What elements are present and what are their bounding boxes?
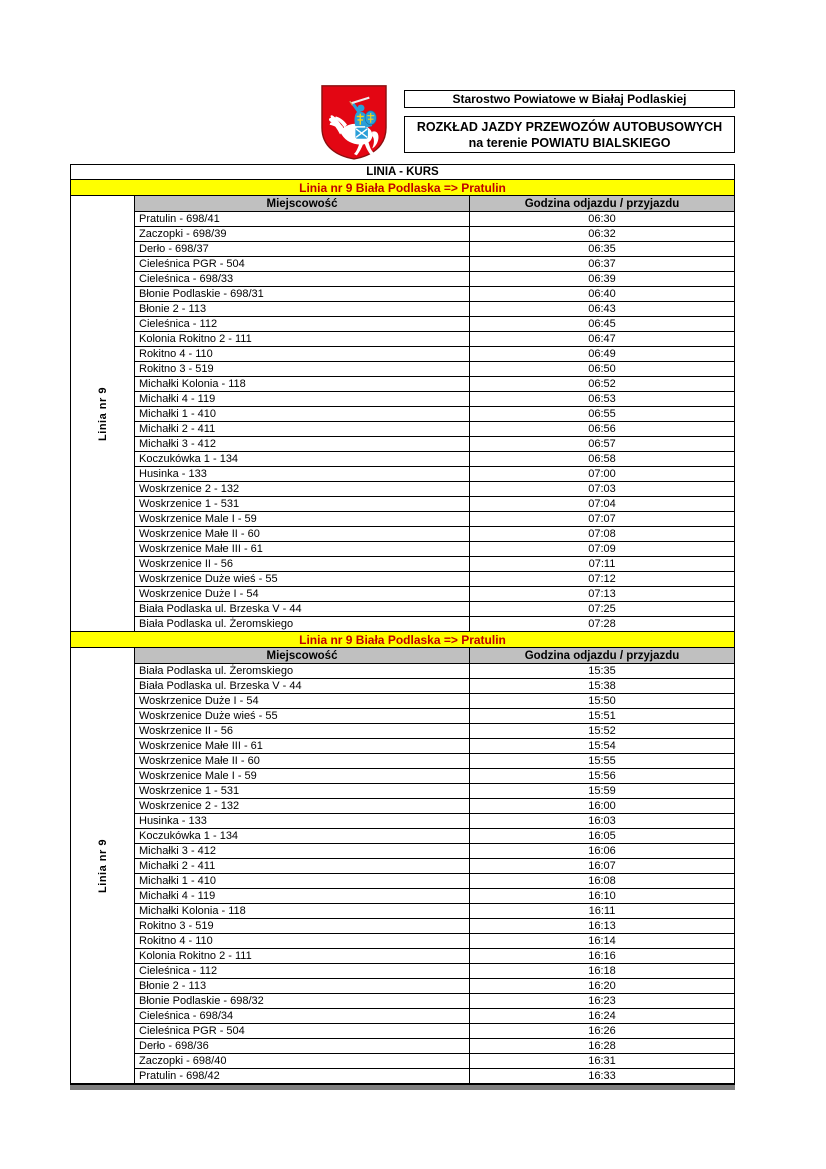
departure-time: 06:58 [588, 453, 616, 465]
table-row [135, 271, 734, 286]
stop-name: Woskrzenice Małe II - 60 [135, 754, 470, 768]
stop-name: Husinka - 133 [135, 814, 470, 828]
departure-time: 07:13 [588, 588, 616, 600]
table-row [135, 541, 734, 556]
table-row [135, 601, 734, 616]
departure-time: 16:07 [588, 860, 616, 872]
stop-name: Cieleśnica - 112 [135, 964, 470, 978]
stop-name: Woskrzenice Male I - 59 [135, 512, 470, 526]
column-header-time: Godzina odjazdu / przyjazdu [524, 649, 680, 662]
departure-time: 06:39 [588, 273, 616, 285]
column-header-row [135, 196, 734, 211]
stop-name: Kolonia Rokitno 2 - 111 [135, 332, 470, 346]
stop-name: Pratulin - 698/42 [135, 1069, 470, 1083]
stop-name: Rokitno 3 - 519 [135, 919, 470, 933]
doc-title-box [404, 116, 735, 153]
table-row [135, 331, 734, 346]
table-row [135, 586, 734, 601]
stop-name: Cieleśnica PGR - 504 [135, 257, 470, 271]
stop-name: Michałki 2 - 411 [135, 422, 470, 436]
stop-name: Błonie Podlaskie - 698/31 [135, 287, 470, 301]
timetable-section-afternoon [70, 648, 735, 1084]
table-row [135, 466, 734, 481]
table-row [135, 1023, 734, 1038]
column-header-place: Miejscowość [135, 196, 470, 211]
table-row [135, 798, 734, 813]
departure-time: 06:52 [588, 378, 616, 390]
table-row [135, 978, 734, 993]
stop-name: Cieleśnica PGR - 504 [135, 1024, 470, 1038]
table-row [135, 1008, 734, 1023]
table-row [135, 421, 734, 436]
table-row [135, 933, 734, 948]
route-banner-afternoon: Linia nr 9 Biała Podlaska => Pratulin [70, 632, 735, 648]
departure-time: 16:18 [588, 965, 616, 977]
line-label-cell [71, 648, 135, 1083]
stop-name: Rokitno 4 - 110 [135, 347, 470, 361]
rows-container [135, 663, 734, 1083]
departure-time: 06:30 [588, 213, 616, 225]
table-row [135, 783, 734, 798]
stop-name: Cieleśnica - 698/34 [135, 1009, 470, 1023]
table-row [135, 361, 734, 376]
stop-name: Michałki 4 - 119 [135, 889, 470, 903]
stop-name: Woskrzenice Małe II - 60 [135, 527, 470, 541]
table-row [135, 663, 734, 678]
table-row [135, 813, 734, 828]
stop-name: Zaczopki - 698/39 [135, 227, 470, 241]
departure-time: 06:56 [588, 423, 616, 435]
stop-name: Michałki Kolonia - 118 [135, 904, 470, 918]
table-row [135, 226, 734, 241]
departure-time: 15:55 [588, 755, 616, 767]
departure-time: 15:59 [588, 785, 616, 797]
timetable-grid-morning [135, 196, 734, 631]
departure-time: 07:00 [588, 468, 616, 480]
table-row [135, 406, 734, 421]
stop-name: Michałki 1 - 410 [135, 407, 470, 421]
table-row [135, 843, 734, 858]
departure-time: 07:11 [588, 558, 616, 570]
stop-name: Biała Podlaska ul. Brzeska V - 44 [135, 602, 470, 616]
stop-name: Rokitno 3 - 519 [135, 362, 470, 376]
table-row [135, 723, 734, 738]
departure-time: 07:07 [588, 513, 616, 525]
table-row [135, 286, 734, 301]
stop-name: Michałki Kolonia - 118 [135, 377, 470, 391]
stop-name: Błonie 2 - 113 [135, 979, 470, 993]
departure-time: 16:11 [588, 905, 616, 917]
stop-name: Woskrzenice 2 - 132 [135, 482, 470, 496]
departure-time: 16:06 [588, 845, 616, 857]
table-row [135, 753, 734, 768]
table-row [135, 436, 734, 451]
departure-time: 16:20 [588, 980, 616, 992]
stop-name: Woskrzenice 1 - 531 [135, 497, 470, 511]
departure-time: 06:57 [588, 438, 616, 450]
stop-name: Zaczopki - 698/40 [135, 1054, 470, 1068]
stop-name: Woskrzenice Duże wieś - 55 [135, 709, 470, 723]
departure-time: 06:53 [588, 393, 616, 405]
stop-name: Biała Podlaska ul. Żeromskiego [135, 664, 470, 678]
table-row [135, 1038, 734, 1053]
table-row [135, 256, 734, 271]
table-row [135, 858, 734, 873]
stop-name: Michałki 1 - 410 [135, 874, 470, 888]
coat-of-arms-powiat-bialski [315, 83, 393, 161]
stop-name: Husinka - 133 [135, 467, 470, 481]
table-row [135, 993, 734, 1008]
stop-name: Woskrzenice Duże wieś - 55 [135, 572, 470, 586]
departure-time: 07:09 [588, 543, 616, 555]
table-row [135, 963, 734, 978]
stop-name: Koczukówka 1 - 134 [135, 829, 470, 843]
departure-time: 07:12 [588, 573, 616, 585]
table-row [135, 241, 734, 256]
route-banner-morning: Linia nr 9 Biała Podlaska => Pratulin [70, 180, 735, 196]
table-row [135, 496, 734, 511]
stop-name: Biała Podlaska ul. Brzeska V - 44 [135, 679, 470, 693]
table-row [135, 211, 734, 226]
departure-time: 16:13 [588, 920, 616, 932]
departure-time: 06:40 [588, 288, 616, 300]
table-row [135, 768, 734, 783]
departure-time: 06:55 [588, 408, 616, 420]
table-row [135, 1068, 734, 1083]
table-row [135, 903, 734, 918]
table-row [135, 948, 734, 963]
line-label-vertical: Linia nr 9 [96, 838, 109, 893]
stop-name: Woskrzenice Małe III - 61 [135, 739, 470, 753]
departure-time: 15:38 [588, 680, 616, 692]
table-row [135, 526, 734, 541]
stop-name: Rokitno 4 - 110 [135, 934, 470, 948]
stop-name: Kolonia Rokitno 2 - 111 [135, 949, 470, 963]
table-row [135, 1053, 734, 1068]
departure-time: 15:56 [588, 770, 616, 782]
stop-name: Derło - 698/37 [135, 242, 470, 256]
doc-title-line1: ROZKŁAD JAZDY PRZEWOZÓW AUTOBUSOWYCH [416, 119, 723, 134]
table-row [135, 391, 734, 406]
table-row [135, 451, 734, 466]
departure-time: 16:33 [588, 1070, 616, 1082]
table-row [135, 738, 734, 753]
doc-title-line2: na terenie POWIATU BIALSKIEGO [468, 135, 671, 150]
table-row [135, 481, 734, 496]
departure-time: 16:16 [588, 950, 616, 962]
stop-name: Woskrzenice 2 - 132 [135, 799, 470, 813]
departure-time: 06:32 [588, 228, 616, 240]
stop-name: Błonie 2 - 113 [135, 302, 470, 316]
stop-name: Woskrzenice II - 56 [135, 557, 470, 571]
timetable-grid-afternoon [135, 648, 734, 1083]
table-row [135, 828, 734, 843]
table-row [135, 316, 734, 331]
table-row [135, 571, 734, 586]
stop-name: Woskrzenice II - 56 [135, 724, 470, 738]
column-header-time: Godzina odjazdu / przyjazdu [524, 197, 680, 210]
departure-time: 06:49 [588, 348, 616, 360]
stop-name: Pratulin - 698/41 [135, 212, 470, 226]
departure-time: 15:50 [588, 695, 616, 707]
departure-time: 16:23 [588, 995, 616, 1007]
table-caption: LINIA - KURS [70, 164, 735, 180]
departure-time: 16:10 [588, 890, 616, 902]
stop-name: Cieleśnica - 698/33 [135, 272, 470, 286]
table-row [135, 376, 734, 391]
stop-name: Koczukówka 1 - 134 [135, 452, 470, 466]
timetable-section-morning [70, 196, 735, 632]
stop-name: Michałki 3 - 412 [135, 437, 470, 451]
departure-time: 16:08 [588, 875, 616, 887]
stop-name: Woskrzenice Duże I - 54 [135, 587, 470, 601]
stop-name: Woskrzenice Male I - 59 [135, 769, 470, 783]
departure-time: 16:26 [588, 1025, 616, 1037]
rows-container [135, 211, 734, 631]
table-row [135, 693, 734, 708]
table-row [135, 616, 734, 631]
departure-time: 07:04 [588, 498, 616, 510]
departure-time: 06:45 [588, 318, 616, 330]
departure-time: 07:03 [588, 483, 616, 495]
departure-time: 07:28 [588, 618, 616, 630]
departure-time: 16:05 [588, 830, 616, 842]
departure-time: 15:52 [588, 725, 616, 737]
table-row [135, 346, 734, 361]
departure-time: 06:37 [588, 258, 616, 270]
stop-name: Biała Podlaska ul. Żeromskiego [135, 617, 470, 631]
line-label-cell [71, 196, 135, 631]
stop-name: Błonie Podlaskie - 698/32 [135, 994, 470, 1008]
stop-name: Michałki 4 - 119 [135, 392, 470, 406]
org-title-box [404, 90, 735, 108]
stop-name: Woskrzenice 1 - 531 [135, 784, 470, 798]
departure-time: 06:43 [588, 303, 616, 315]
table-row [135, 873, 734, 888]
timetable [70, 164, 735, 1090]
line-label-vertical: Linia nr 9 [96, 386, 109, 441]
stop-name: Woskrzenice Małe III - 61 [135, 542, 470, 556]
departure-time: 06:35 [588, 243, 616, 255]
stop-name: Cieleśnica - 112 [135, 317, 470, 331]
stop-name: Derło - 698/36 [135, 1039, 470, 1053]
table-bottom-border-bar [70, 1084, 735, 1090]
coat-of-arms-icon [315, 83, 393, 161]
table-row [135, 888, 734, 903]
departure-time: 06:50 [588, 363, 616, 375]
table-row [135, 918, 734, 933]
departure-time: 15:51 [588, 710, 616, 722]
table-row [135, 678, 734, 693]
table-row [135, 556, 734, 571]
departure-time: 15:54 [588, 740, 616, 752]
departure-time: 16:14 [588, 935, 616, 947]
stop-name: Michałki 3 - 412 [135, 844, 470, 858]
table-row [135, 708, 734, 723]
column-header-row [135, 648, 734, 663]
stop-name: Woskrzenice Duże I - 54 [135, 694, 470, 708]
departure-time: 16:31 [588, 1055, 616, 1067]
column-header-place: Miejscowość [135, 648, 470, 663]
departure-time: 16:24 [588, 1010, 616, 1022]
table-row [135, 511, 734, 526]
departure-time: 16:00 [588, 800, 616, 812]
departure-time: 07:25 [588, 603, 616, 615]
stop-name: Michałki 2 - 411 [135, 859, 470, 873]
org-name: Starostwo Powiatowe w Białaj Podlaskiej [452, 92, 687, 106]
departure-time: 16:28 [588, 1040, 616, 1052]
departure-time: 15:35 [588, 665, 616, 677]
table-row [135, 301, 734, 316]
departure-time: 16:03 [588, 815, 616, 827]
departure-time: 07:08 [588, 528, 616, 540]
departure-time: 06:47 [588, 333, 616, 345]
